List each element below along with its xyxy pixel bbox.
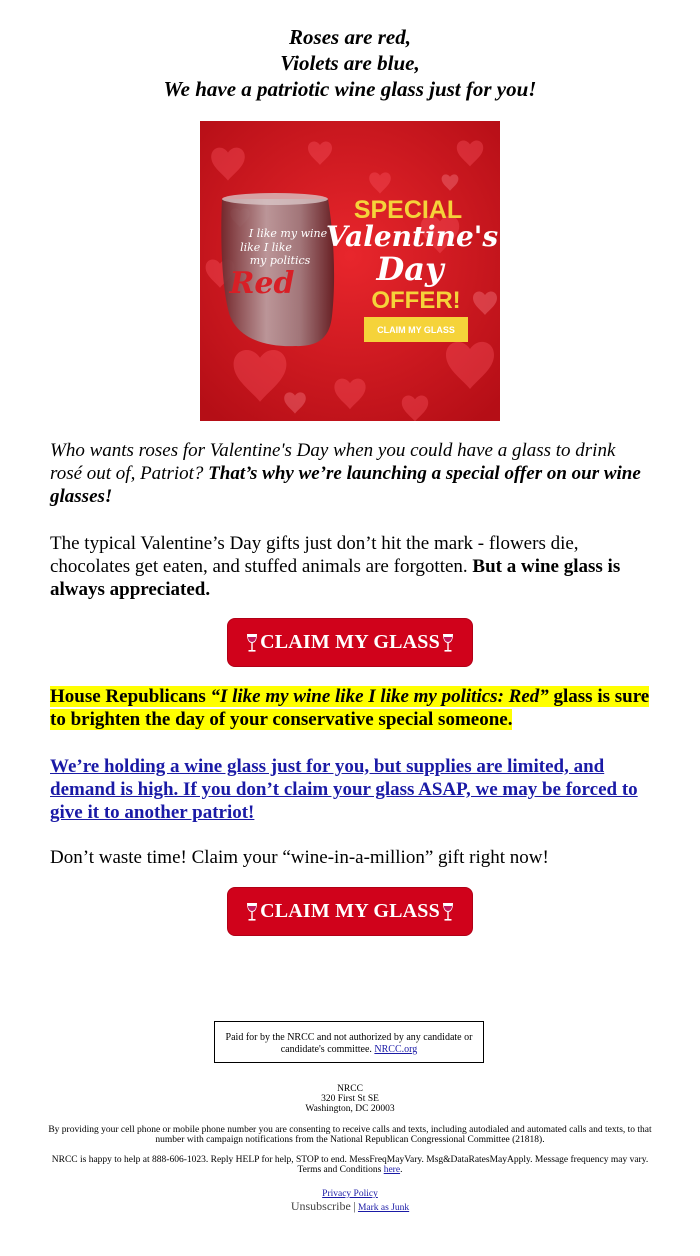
gifts-text: The typical Valentine’s Day gifts just don’t hit the mark - flowers die, chocolates get eaten, and stuffed animals are forgotten. <box>50 533 579 577</box>
hero-graphic <box>200 121 500 421</box>
wine-glass-icon <box>441 632 455 654</box>
poem-line-1: Roses are red, <box>289 25 411 49</box>
paragraph-scarcity <box>50 755 650 824</box>
poem-line-3: We have a patriotic wine glass just for you! <box>163 77 537 101</box>
highlight-text-a: House Republicans <box>50 686 206 707</box>
claim-glass-button-top[interactable] <box>227 618 473 667</box>
nrcc-link[interactable]: NRCC.org <box>374 1044 418 1055</box>
privacy-policy-link[interactable]: Privacy Policy <box>322 1189 378 1199</box>
hero-image-valentines-offer[interactable] <box>200 121 500 421</box>
svg-text:SPECIAL: SPECIAL <box>353 196 463 224</box>
mailing-address <box>48 1084 652 1114</box>
sms-consent-text: By providing your cell phone or mobile phone number you are consenting to receive calls and texts, including autodialed and automated calls and texts, to that number with campaign notifications from the National Republican Congressional Committee (21818). <box>48 1125 652 1145</box>
address-line-1: NRCC <box>337 1084 363 1094</box>
svg-text:OFFER!: OFFER! <box>371 287 461 314</box>
terms-link[interactable]: here <box>383 1165 401 1175</box>
paragraph-gifts <box>50 532 650 601</box>
poem-heading <box>0 24 700 102</box>
help-text: NRCC is happy to help at 888-606-1023. Reply HELP for help, STOP to end. MessFreqMayVary. Msg&DataRatesMayApply. Message frequency may vary. Terms and Conditions here. <box>51 1155 649 1175</box>
paragraph-urgency: Don’t waste time! Claim your “wine-in-a-million” gift right now! <box>50 847 549 868</box>
svg-text:I like my wine: I like my wine <box>248 227 328 240</box>
unsubscribe-link[interactable]: Unsubscribe <box>290 1199 351 1213</box>
svg-text:Valentine's: Valentine's <box>325 220 499 253</box>
intro-italic-text: Who wants roses for Valentine's Day when you could have a glass to drink rosé out of, Patriot? <box>50 440 616 484</box>
svg-text:like I like: like I like <box>240 241 292 254</box>
wine-glass-icon <box>441 901 455 923</box>
highlight-text-c: glass is sure to brighten the day of your conservative special someone. <box>50 686 650 730</box>
footer-links <box>48 1189 652 1213</box>
paragraph-highlight <box>50 685 650 731</box>
highlight-quote: “I like my wine like I like my politics: Red” <box>210 686 549 707</box>
paid-text: Paid for by the NRCC and not authorized by any candidate or candidate's committee. <box>225 1032 473 1055</box>
wine-glass-icon <box>245 632 259 654</box>
gifts-bold-text: But a wine glass is always appreciated. <box>50 556 621 600</box>
help-body: NRCC is happy to help at 888-606-1023. Reply HELP for help, STOP to end. MessFreqMayVary. Msg&DataRatesMayApply. Message frequency may vary. Terms and Conditions <box>51 1155 649 1175</box>
link-separator: | <box>353 1199 356 1213</box>
claim-glass-button-bottom[interactable] <box>227 887 473 936</box>
scarcity-link[interactable]: We’re holding a wine glass just for you, but supplies are limited, and demand is high. If you don’t claim your glass ASAP, we may be forced to give it to another patriot! <box>50 756 638 823</box>
address-line-2: 320 First St SE <box>321 1094 379 1104</box>
poem-line-2: Violets are blue, <box>280 51 420 75</box>
svg-text:Red: Red <box>229 266 295 301</box>
claim-glass-label: CLAIM MY GLASS <box>260 900 440 922</box>
intro-bold-text: That’s why we’re launching a special offer on our wine glasses! <box>50 463 641 507</box>
paragraph-intro <box>50 439 650 508</box>
svg-text:CLAIM MY GLASS: CLAIM MY GLASS <box>377 325 455 335</box>
paid-for-disclaimer <box>214 1021 484 1063</box>
svg-text:Day: Day <box>376 250 444 288</box>
claim-glass-label: CLAIM MY GLASS <box>260 631 440 653</box>
address-line-3: Washington, DC 20003 <box>305 1104 395 1114</box>
wine-glass-icon <box>245 901 259 923</box>
svg-text:my politics: my politics <box>249 254 311 267</box>
mark-as-junk-link[interactable]: Mark as Junk <box>357 1203 410 1213</box>
